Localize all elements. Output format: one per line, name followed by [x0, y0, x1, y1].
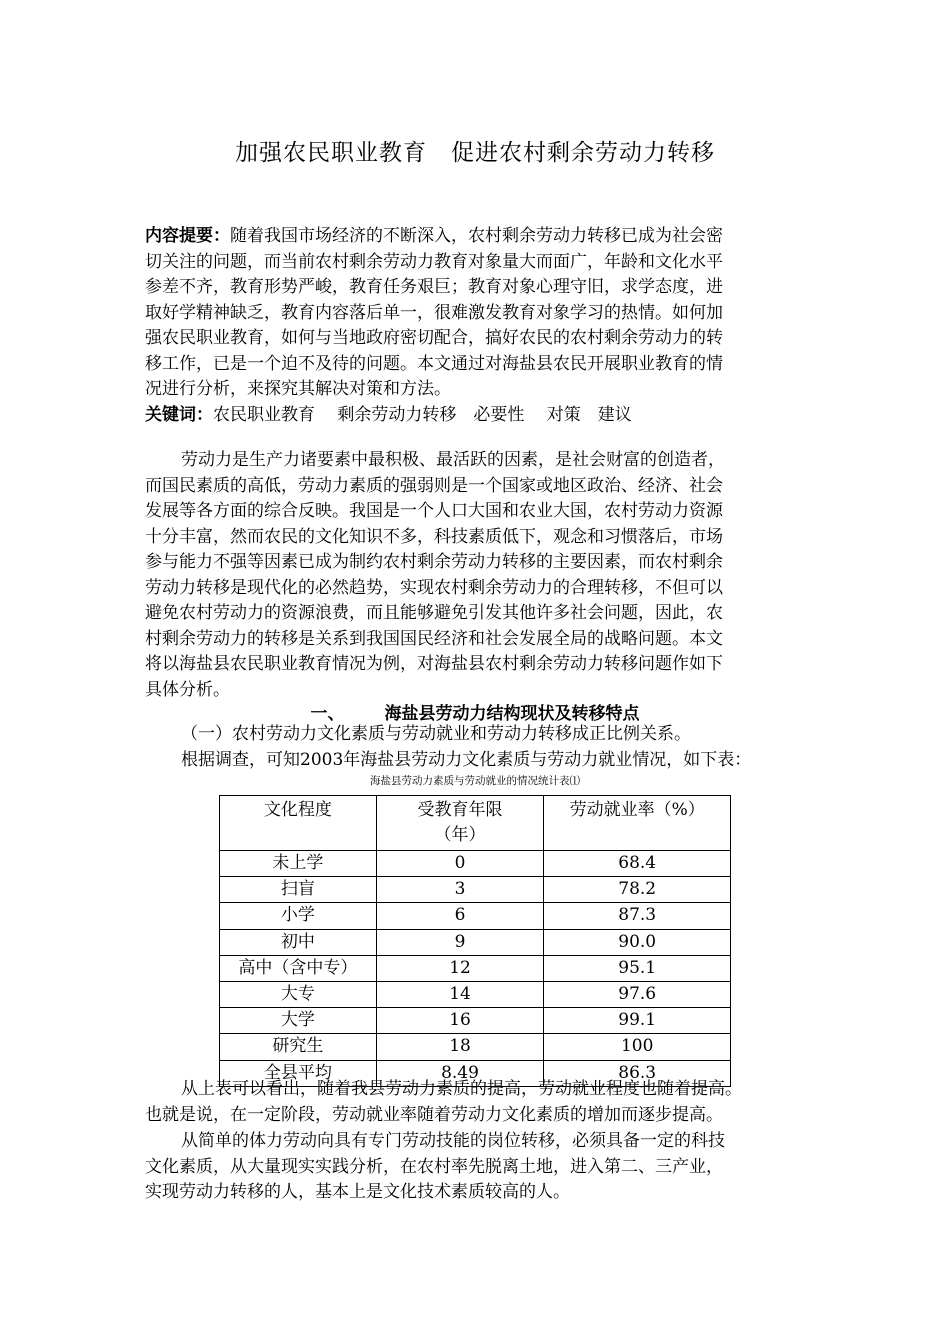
paragraph-line: 也就是说，在一定阶段，劳动就业率随着劳动力文化素质的增加而逐步提高。 — [145, 1104, 723, 1125]
table-cell: 研究生 — [220, 1034, 377, 1060]
paragraph-line: 而国民素质的高低，劳动力素质的强弱则是一个国家或地区政治、经济、社会 — [145, 475, 723, 496]
table-header-row — [220, 796, 731, 851]
table-cell: 99.1 — [544, 1008, 731, 1034]
section-heading — [0, 699, 950, 724]
paragraph-line: 发展等各方面的综合反映。我国是一个人口大国和农业大国，农村劳动力资源 — [145, 501, 723, 521]
paragraph-line: 文化素质，从大量现实实践分析，在农村率先脱离土地，进入第二、三产业， — [145, 1156, 723, 1177]
paragraph-line: 将以海盐县农民职业教育情况为例，对海盐县农村剩余劳动力转移问题作如下 — [145, 654, 723, 674]
table-row — [220, 955, 731, 981]
table-row — [220, 981, 731, 1007]
abstract-line: 内容提要：随着我国市场经济的不断深入，农村剩余劳动力转移已成为社会密 — [145, 226, 723, 246]
table-cell: 初中 — [220, 929, 377, 955]
abstract-line: 切关注的问题，而当前农村剩余劳动力教育对象量大而面广，年龄和文化水平 — [145, 251, 723, 272]
paragraph-line: 十分丰富，然而农民的文化知识不多，科技素质低下，观念和习惯落后，市场 — [145, 526, 723, 547]
table-cell: 86.3 — [544, 1060, 731, 1086]
table-row — [220, 877, 731, 903]
document-title: 加强农民职业教育 促进农村剩余劳动力转移 — [235, 140, 715, 166]
paragraph-line: 劳动力是生产力诸要素中最积极、最活跃的因素，是社会财富的创造者， — [181, 450, 725, 470]
table-cell: 8.49 — [376, 1060, 544, 1086]
table-cell: 12 — [376, 955, 544, 981]
paragraph-line: 实现劳动力转移的人，基本上是文化技术素质较高的人。 — [145, 1182, 570, 1202]
abstract-line: 取好学精神缺乏，教育内容落后单一，很难激发教育对象学习的热情。如何加 — [145, 302, 723, 323]
table-cell: 90.0 — [544, 929, 731, 955]
table-cell: 小学 — [220, 903, 377, 929]
intro-paragraph — [145, 448, 807, 703]
table-row — [220, 1008, 731, 1034]
table-cell: 14 — [376, 981, 544, 1007]
table-header-cell: 文化程度 — [220, 796, 377, 851]
table-cell: 高中（含中专） — [220, 955, 377, 981]
section-number: 一、 — [310, 704, 345, 724]
paragraph-line: 具体分析。 — [145, 679, 230, 700]
abstract-line: 移工作，已是一个迫不及待的问题。本文通过对海盐县农民开展职业教育的情 — [145, 353, 723, 374]
table-cell: 18 — [376, 1034, 544, 1060]
abstract-label: 内容提要： — [145, 226, 230, 246]
subsection-block — [145, 722, 807, 773]
table-cell: 6 — [376, 903, 544, 929]
table-header-cell: 受教育年限 （年） — [376, 796, 544, 851]
transfer-paragraph — [145, 1129, 807, 1206]
table-cell: 大专 — [220, 981, 377, 1007]
table-cell: 扫盲 — [220, 877, 377, 903]
table-cell: 87.3 — [544, 903, 731, 929]
abstract-line: 况进行分析，来探究其解决对策和方法。 — [145, 379, 451, 399]
table-cell: 3 — [376, 877, 544, 903]
table-cell: 大学 — [220, 1008, 377, 1034]
table-cell: 68.4 — [544, 851, 731, 877]
paragraph-line: 避免农村劳动力的资源浪费，而且能够避免引发其他许多社会问题，因此，农 — [145, 603, 723, 623]
abstract-line: 强农民职业教育，如何与当地政府密切配合，搞好农民的农村剩余劳动力的转 — [145, 328, 723, 348]
keywords-text: 农民职业教育 剩余劳动力转移 必要性 对策 建议 — [213, 404, 632, 425]
table-row — [220, 1034, 731, 1060]
table-cell: 0 — [376, 851, 544, 877]
paragraph-line: 从上表可以看出，随着我县劳动力素质的提高，劳动就业程度也随着提高。 — [181, 1079, 742, 1099]
section-title: 海盐县劳动力结构现状及转移特点 — [384, 704, 640, 724]
table-row — [220, 851, 731, 877]
paragraph-line: 村剩余劳动力的转移是关系到我国国民经济和社会发展全局的战略问题。本文 — [145, 628, 723, 649]
keywords-line — [145, 403, 807, 429]
keywords-label: 关键词： — [145, 404, 213, 425]
table-cell: 78.2 — [544, 877, 731, 903]
table-caption: 海盐县劳动力素质与劳动就业的情况统计表⑴ — [370, 775, 580, 787]
table-header-cell: 劳动就业率（%） — [544, 796, 731, 851]
table-cell: 全县平均 — [220, 1060, 377, 1086]
table-cell: 97.6 — [544, 981, 731, 1007]
paragraph-line: 劳动力转移是现代化的必然趋势，实现农村剩余劳动力的合理转移，不但可以 — [145, 577, 723, 598]
paragraph-line: 参与能力不强等因素已成为制约农村剩余劳动力转移的主要因素，而农村剩余 — [145, 552, 723, 572]
table-cell: 16 — [376, 1008, 544, 1034]
abstract — [145, 224, 807, 428]
subsection-heading: （一）农村劳动力文化素质与劳动就业和劳动力转移成正比例关系。 — [181, 724, 691, 744]
statistics-table — [219, 795, 731, 1087]
table-cell: 95.1 — [544, 955, 731, 981]
table-row — [220, 903, 731, 929]
paragraph-line: 从简单的体力劳动向具有专门劳动技能的岗位转移，必须具备一定的科技 — [181, 1131, 725, 1151]
table-cell: 未上学 — [220, 851, 377, 877]
conclusion-paragraph — [145, 1077, 807, 1128]
abstract-line: 参差不齐，教育形势严峻，教育任务艰巨；教育对象心理守旧，求学态度，进 — [145, 277, 723, 297]
table-cell: 9 — [376, 929, 544, 955]
survey-line: 根据调查，可知2003年海盐县劳动力文化素质与劳动力就业情况，如下表： — [181, 749, 752, 770]
table-cell: 100 — [544, 1034, 731, 1060]
table-row — [220, 929, 731, 955]
